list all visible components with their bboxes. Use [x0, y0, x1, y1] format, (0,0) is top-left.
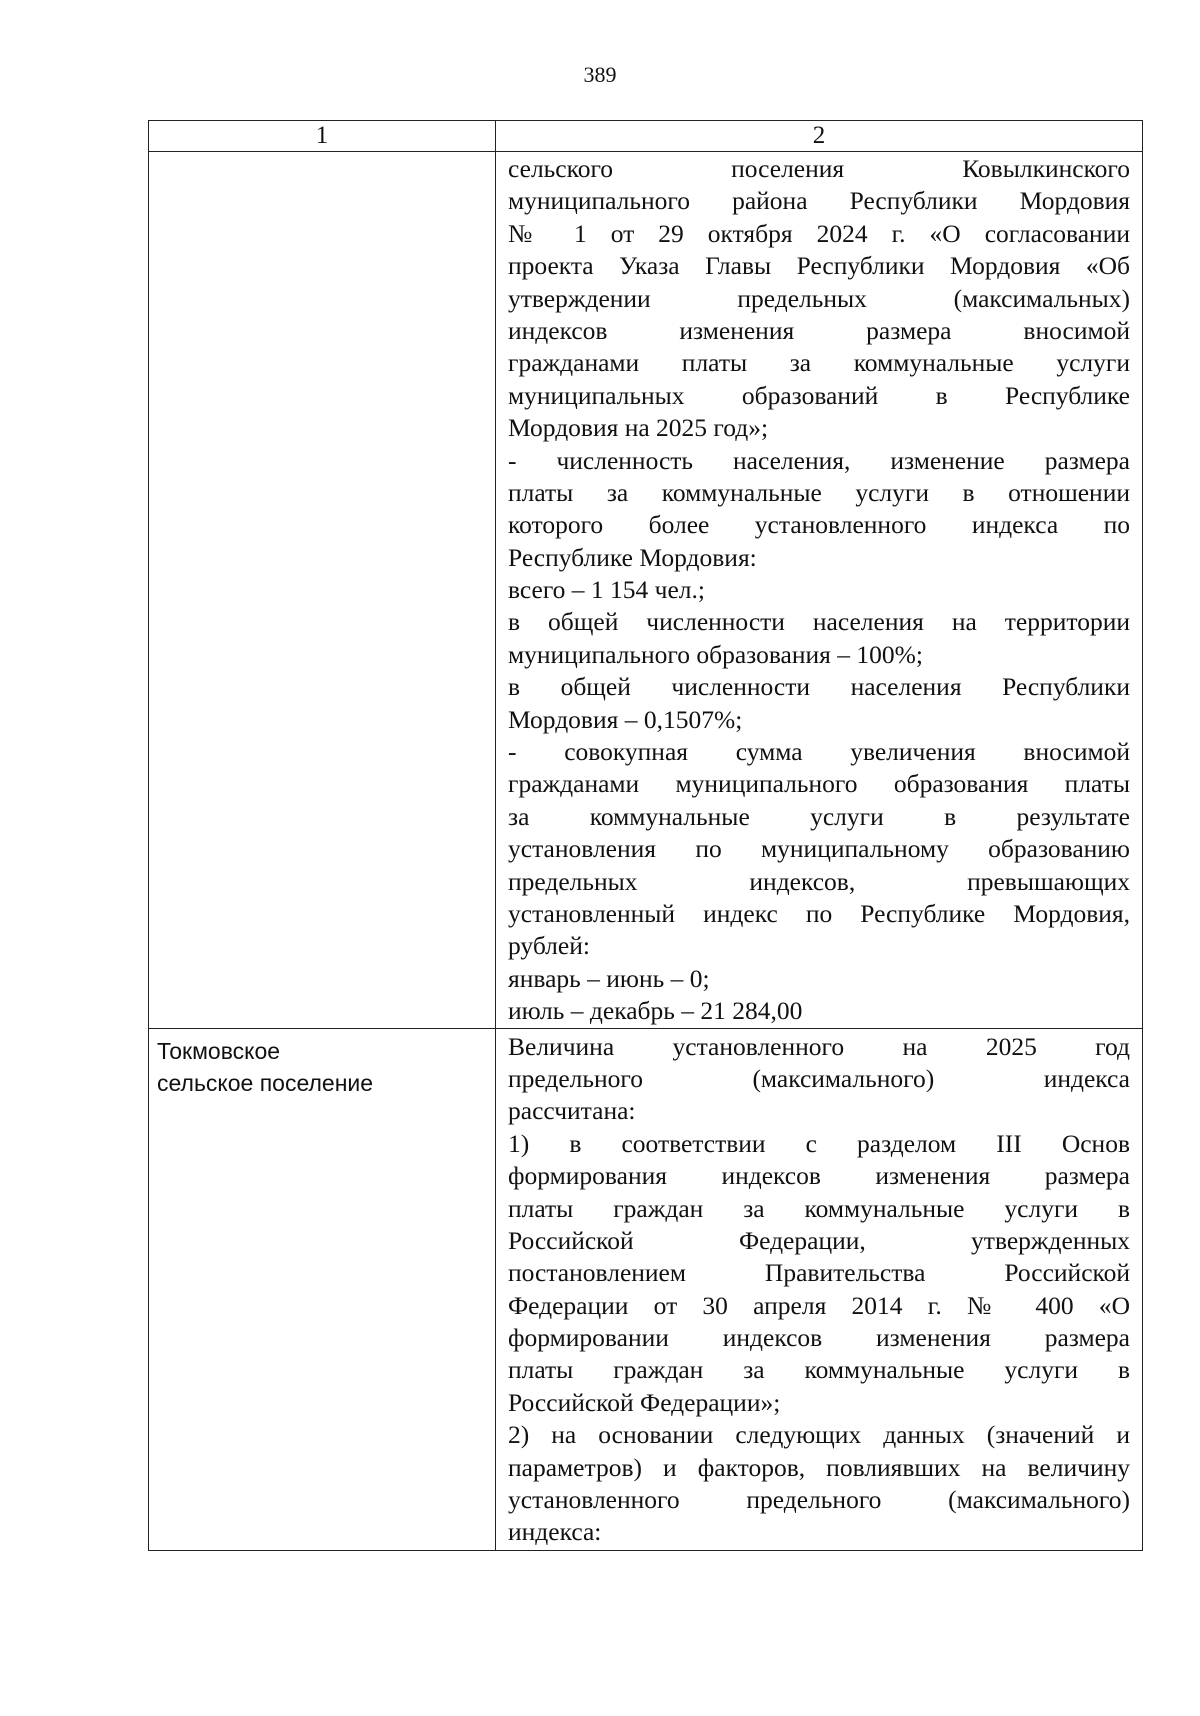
text-line: муниципального района Республики Мордовия	[508, 186, 1130, 216]
text-line: предельных индексов, превышающих	[508, 866, 1130, 896]
text-line: в общей численности населения Республики	[508, 672, 1130, 702]
text-line: в общей численности населения на территории	[508, 607, 1130, 637]
text-line: рублей:	[508, 931, 590, 961]
text-line: которого более установленного индекса по	[508, 510, 1130, 540]
text-line: формировании индексов изменения размера	[508, 1323, 1130, 1353]
municipality-type: сельское поселение	[157, 1069, 374, 1096]
text-line: Федерации от 30 апреля 2014 г. № 400 «О	[508, 1290, 1130, 1320]
text-line: предельного (максимального) индекса	[508, 1063, 1130, 1093]
text-line: муниципального образования – 100%;	[508, 639, 923, 669]
text-line: январь – июнь – 0;	[508, 963, 710, 993]
text-line: гражданами муниципального образования платы	[508, 769, 1130, 799]
text-line: № 1 от 29 октября 2024 г. «О согласовании	[508, 218, 1130, 248]
text-line: - совокупная сумма увеличения вносимой	[508, 737, 1130, 767]
text-line: рассчитана:	[508, 1096, 636, 1126]
table-header-row	[149, 121, 1143, 152]
text-line: установленный индекс по Республике Мордовия,	[508, 898, 1130, 928]
municipality-name: Токмовское	[157, 1037, 281, 1064]
text-line: Мордовия на 2025 год»;	[508, 413, 769, 443]
text-line: июль – декабрь – 21 284,00	[508, 996, 803, 1026]
text-line: утверждении предельных (максимальных)	[508, 283, 1130, 313]
text-line: Величина установленного на 2025 год	[508, 1031, 1130, 1061]
column-header-1: 1	[149, 121, 496, 152]
text-line: Российской Федерации, утвержденных	[508, 1225, 1130, 1255]
text-line: сельского поселения Ковылкинского	[508, 154, 1130, 183]
text-line: 2) на основании следующих данных (значений и	[508, 1420, 1130, 1450]
row2-description-cell	[496, 1028, 1143, 1550]
text-line: установления по муниципальному образованию	[508, 834, 1130, 864]
text-line: установленного предельного (максимального)	[508, 1485, 1130, 1515]
text-line: платы за коммунальные услуги в отношении	[508, 477, 1130, 507]
row1-municipality-cell	[149, 152, 496, 1029]
table-row	[149, 152, 1143, 1029]
text-line: Республике Мордовия:	[508, 542, 757, 572]
text-line: Российской Федерации»;	[508, 1387, 781, 1417]
text-line: 1) в соответствии с разделом III Основ	[508, 1128, 1130, 1158]
text-line: платы граждан за коммунальные услуги в	[508, 1193, 1130, 1223]
text-line: индекса:	[508, 1517, 602, 1547]
column-header-2: 2	[496, 121, 1143, 152]
row1-description-cell	[496, 152, 1143, 1029]
text-line: формирования индексов изменения размера	[508, 1161, 1130, 1191]
text-line: индексов изменения размера вносимой	[508, 315, 1130, 345]
text-line: платы граждан за коммунальные услуги в	[508, 1355, 1130, 1385]
text-line: за коммунальные услуги в результате	[508, 801, 1130, 831]
text-line: муниципальных образований в Республике	[508, 380, 1130, 410]
text-line: всего – 1 154 чел.;	[508, 575, 705, 605]
text-line: параметров) и факторов, повлиявших на величину	[508, 1452, 1130, 1482]
row2-municipality-cell	[149, 1028, 496, 1550]
document-table	[148, 120, 1143, 1551]
text-line: - численность населения, изменение размера	[508, 445, 1130, 475]
text-line: постановлением Правительства Российской	[508, 1258, 1130, 1288]
table-row	[149, 1028, 1143, 1550]
text-line: гражданами платы за коммунальные услуги	[508, 348, 1130, 378]
page-number: 389	[583, 62, 617, 87]
text-line: проекта Указа Главы Республики Мордовия «Об	[508, 251, 1130, 281]
text-line: Мордовия – 0,1507%;	[508, 704, 743, 734]
